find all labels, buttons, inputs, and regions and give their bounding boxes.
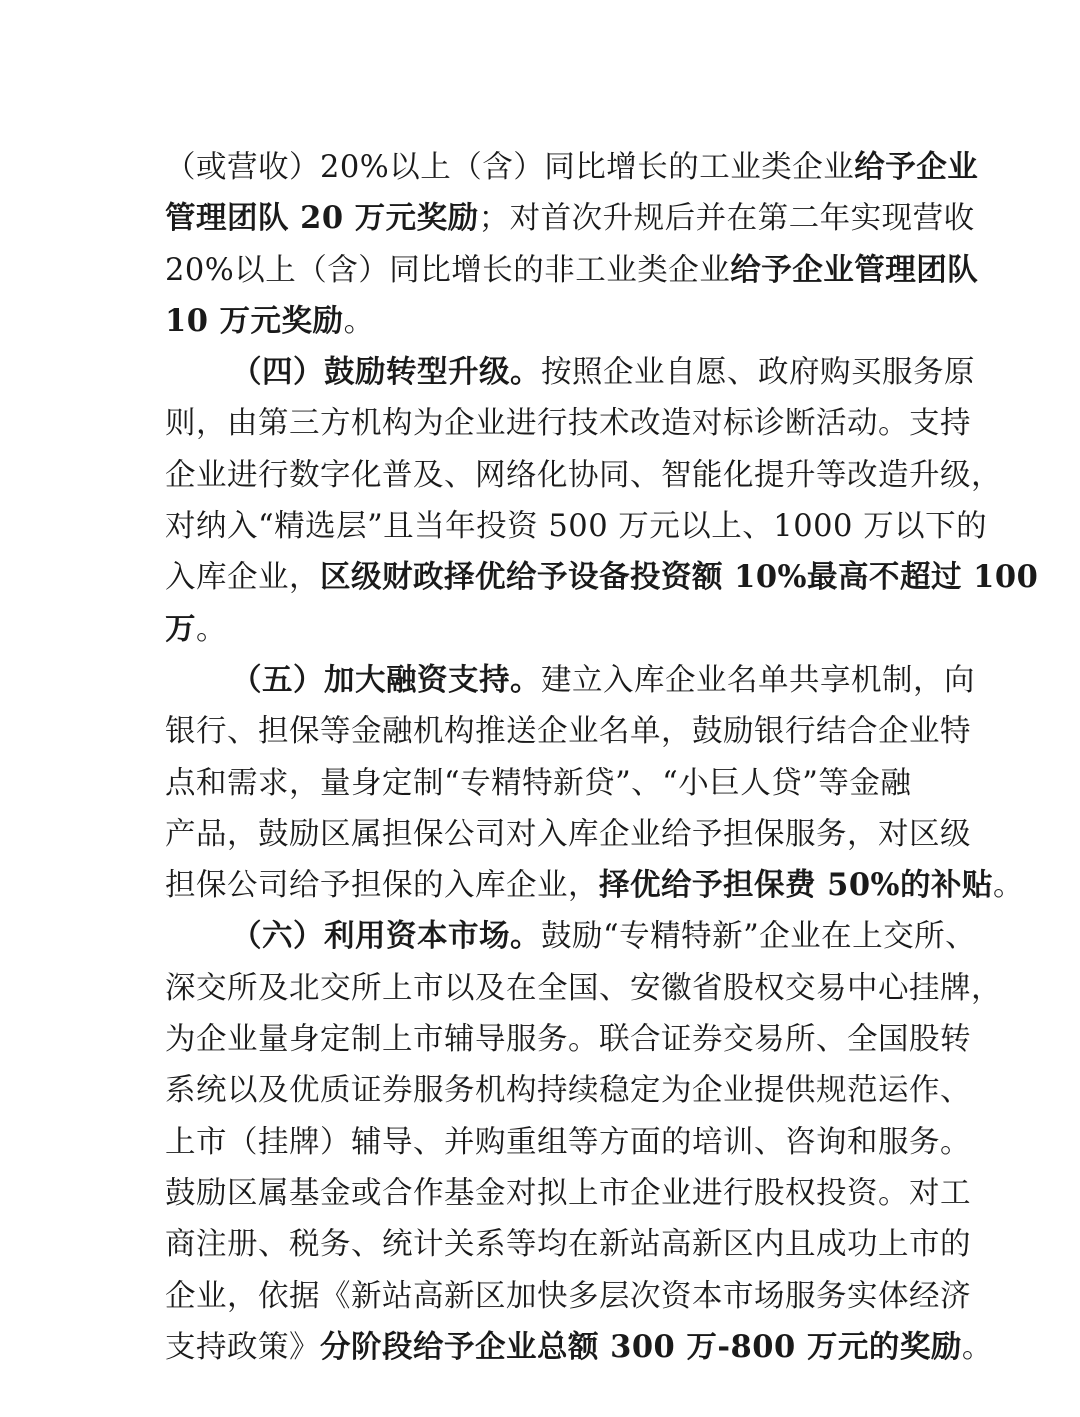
- text-line: [165, 809, 971, 860]
- text-run: 点和需求，量身定制“专精特新贷”、“小巨人贷”等金融: [165, 765, 912, 801]
- text-run-bold: 区级财政择优给予设备投资额 10%最高不超过 100: [320, 559, 1039, 596]
- section-heading: （五）加大融资支持。: [231, 661, 541, 698]
- text-line: [165, 963, 1002, 1014]
- text-run: 产品，鼓励区属担保公司对入库企业给予担保服务，对区级: [165, 816, 971, 852]
- text-line: [165, 604, 925, 655]
- text-line: [165, 142, 979, 193]
- text-run: 对纳入“精选层”且当年投资 500 万元以上、1000 万以下的: [165, 509, 988, 545]
- text-run-bold: 管理团队 20 万元奖励: [165, 200, 479, 237]
- text-run: 20%以上（含）同比增长的非工业类企业: [165, 252, 731, 288]
- text-run: ；对首次升规后并在第二年实现营收: [478, 201, 975, 237]
- text-line: [165, 860, 1025, 911]
- text-line: [165, 1014, 971, 1065]
- text-run: 银行、担保等金融机构推送企业名单，鼓励银行结合企业特: [165, 714, 971, 750]
- text-run: 鼓励区属基金或合作基金对拟上市企业进行股权投资。对工: [165, 1175, 971, 1211]
- text-run-bold: 给予企业: [854, 149, 979, 185]
- text-line: [165, 1322, 993, 1373]
- section-heading-line: [165, 347, 975, 398]
- text-run: 为企业量身定制上市辅导服务。联合证券交易所、全国股转: [165, 1022, 971, 1058]
- text-run-bold: 10 万元奖励: [165, 302, 344, 339]
- text-run: 鼓励“专精特新”企业在上交所、: [541, 919, 977, 955]
- text-run: 企业，依据《新站高新区加快多层次资本市场服务实体经济: [165, 1278, 971, 1314]
- text-line: [165, 1168, 971, 1219]
- text-line: [165, 501, 988, 552]
- text-line: [165, 398, 971, 449]
- text-line: [165, 758, 925, 809]
- section-heading-line: [165, 655, 975, 706]
- text-run: 。: [993, 868, 1025, 904]
- section-heading-line: [165, 911, 977, 962]
- text-run: 。: [961, 1329, 993, 1365]
- text-line: [165, 296, 925, 347]
- text-line: [165, 193, 975, 244]
- text-run: 商注册、税务、统计关系等均在新站高新区内且成功上市的: [165, 1227, 971, 1263]
- text-run: 担保公司给予担保的入库企业，: [165, 868, 599, 904]
- text-line: [165, 1219, 971, 1270]
- text-run-bold: 分阶段给予企业总额 300 万-800 万元的奖励: [320, 1328, 962, 1365]
- section-heading: （六）利用资本市场。: [231, 918, 541, 955]
- text-run: 深交所及北交所上市以及在全国、安徽省股权交易中心挂牌，: [165, 970, 1002, 1006]
- text-run: 则，由第三方机构为企业进行技术改造对标诊断活动。支持: [165, 406, 971, 442]
- text-line: [165, 552, 1039, 603]
- section-heading: （四）鼓励转型升级。: [231, 354, 541, 391]
- document-body: [165, 142, 1039, 1373]
- text-run: 支持政策》: [165, 1329, 320, 1365]
- text-run: 系统以及优质证券服务机构持续稳定为企业提供规范运作、: [165, 1073, 971, 1109]
- text-run: 企业进行数字化普及、网络化协同、智能化提升等改造升级，: [165, 457, 1002, 493]
- text-run: 建立入库企业名单共享机制，向: [541, 662, 975, 698]
- text-line: [165, 1271, 971, 1322]
- text-run: 。: [196, 611, 227, 647]
- text-line: [165, 1065, 971, 1116]
- text-run: （或营收）20%以上（含）同比增长的工业类企业: [165, 150, 855, 185]
- text-run-bold: 给予企业管理团队: [730, 251, 979, 288]
- text-run-bold: 万: [165, 610, 196, 647]
- text-line: [165, 450, 1002, 501]
- text-run: 。: [343, 303, 375, 339]
- text-line: [165, 245, 979, 296]
- text-run: 按照企业自愿、政府购买服务原: [541, 355, 975, 391]
- text-line: [165, 1117, 971, 1168]
- text-run: 入库企业，: [165, 560, 320, 596]
- text-run: 上市（挂牌）辅导、并购重组等方面的培训、咨询和服务。: [165, 1124, 971, 1160]
- text-line: [165, 706, 971, 757]
- text-run-bold: 择优给予担保费 50%的补贴: [599, 867, 994, 904]
